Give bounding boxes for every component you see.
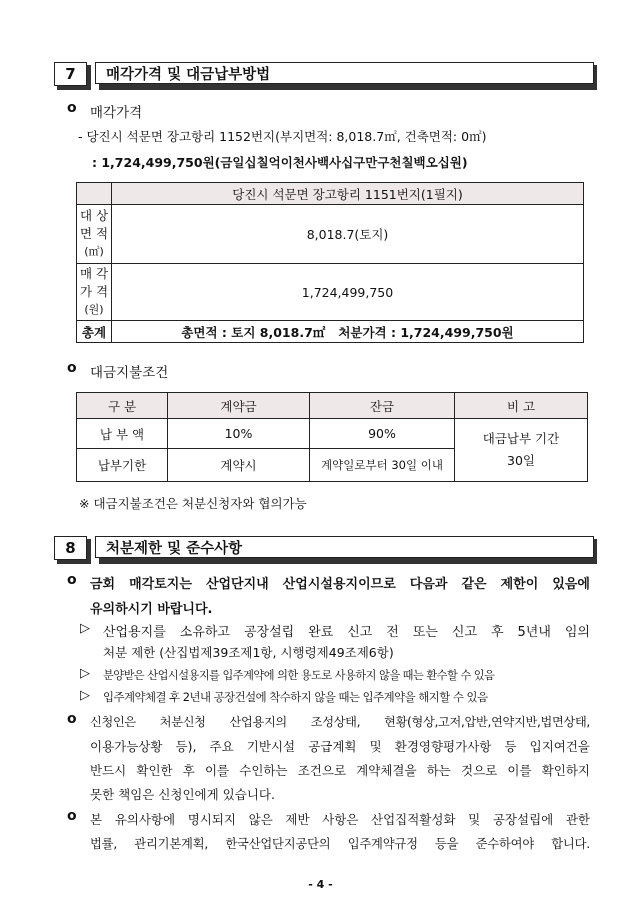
section-8-number (54, 536, 87, 560)
p3-line-2: 법률, 관리기본계획, 한국산업단지공단의 입주계약규정 등을 준수하여야 합니다. (90, 837, 590, 851)
area-label: 대 상 면 적 (㎡) (77, 205, 112, 264)
location-line: - 당진시 석문면 장고항리 1152번지(부지면적: 8,018.7㎡, 건축면적: 0㎡) (78, 129, 487, 144)
p1-line-2: 유의하시기 바랍니다. (90, 602, 213, 617)
price-line: : 1,724,499,750원(금일십칠억이천사백사십구만구천칠백오십원) (92, 155, 468, 170)
item-1-marker: ▷ (80, 621, 90, 636)
price-label: 매 각 가 격 (원) (77, 264, 112, 321)
price-table-corner (77, 183, 112, 205)
item-2-line-1: 분양받은 산업시설용지를 입주계약에 의한 용도로 사용하지 않을 때는 환수할 수 있음 (103, 669, 495, 682)
p3-line-1: 본 유의사항에 명시되지 않은 제반 사항은 산업집적활성화 및 공장설립에 관한 (90, 812, 590, 827)
p1-line-1: 금회 매각토지는 산업단지내 산업시설용지이므로 다음과 같은 제한이 있음에 (90, 577, 590, 592)
item-2-marker: ▷ (80, 666, 90, 681)
payment-heading: 대금지불조건 (90, 365, 169, 381)
section-8-title-text: 처분제한 및 준수사항 (106, 540, 243, 557)
p2-bullet: o (67, 711, 77, 727)
payment-remark: 대금납부 기간 30일 (455, 419, 588, 482)
sale-price-heading: 매각가격 (90, 105, 143, 121)
payment-header-deposit: 계약금 (168, 393, 310, 419)
sale-price-bullet: o (67, 100, 77, 116)
payment-row-amount-balance: 90% (310, 419, 455, 449)
payment-bullet: o (67, 360, 77, 376)
p2-line-2: 이용가능상황 등), 주요 기반시설 공급계획 및 환경영향평가사항 등 입지여건을 (90, 739, 590, 754)
section-7-title (95, 62, 594, 84)
page-number: - 4 - (308, 878, 333, 891)
section-7-number-text: 7 (65, 65, 76, 83)
p2-line-4: 못한 책임은 신청인에게 있습니다. (90, 787, 275, 802)
p3-bullet: o (67, 808, 77, 824)
payment-row-deadline-deposit: 계약시 (168, 449, 310, 482)
p2-line-3: 반드시 확인한 후 이를 수인하는 조건으로 계약체결을 하는 것으로 이를 확인하지 (90, 763, 590, 778)
payment-header-balance: 잔금 (310, 393, 455, 419)
item-3-line-1: 입주계약체결 후 2년내 공장건설에 착수하지 않을 때는 입주계약을 해지할 수 있음 (103, 690, 488, 704)
item-1-line-1: 산업용지를 소유하고 공장설립 완료 신고 전 또는 신고 후 5년내 임의 (103, 625, 590, 640)
payment-header-remark: 비 고 (455, 393, 588, 419)
p1-bullet: o (67, 572, 77, 588)
payment-table (76, 392, 588, 482)
price-table-header: 당진시 석문면 장고항리 1151번지(1필지) (112, 183, 584, 205)
p2-line-1: 신청인은 처분신청 산업용지의 조성상태, 현황(형상,고저,압반,연약지반,법면상태, (90, 715, 590, 729)
section-8-title (95, 536, 594, 558)
payment-row-amount-label: 납 부 액 (77, 419, 168, 449)
area-value: 8,018.7(토지) (112, 205, 584, 264)
section-7-number (54, 62, 87, 86)
payment-header-category: 구 분 (77, 393, 168, 419)
item-3-marker: ▷ (80, 688, 90, 703)
total-value: 총면적 : 토지 8,018.7㎡ 처분가격 : 1,724,499,750원 (112, 321, 584, 343)
item-1-line-2: 처분 제한 (산집법제39조제1항, 시행령제49조제6항) (103, 645, 394, 660)
price-table (76, 182, 584, 343)
payment-note: ※ 대금지불조건은 처분신청자와 협의가능 (79, 496, 307, 511)
payment-row-deadline-balance: 계약일로부터 30일 이내 (310, 449, 455, 482)
total-label: 총계 (77, 321, 112, 343)
price-value: 1,724,499,750 (112, 264, 584, 321)
payment-row-amount-deposit: 10% (168, 419, 310, 449)
section-8-number-text: 8 (65, 539, 76, 557)
payment-row-deadline-label: 납부기한 (77, 449, 168, 482)
section-7-title-text: 매각가격 및 대금납부방법 (106, 66, 271, 83)
